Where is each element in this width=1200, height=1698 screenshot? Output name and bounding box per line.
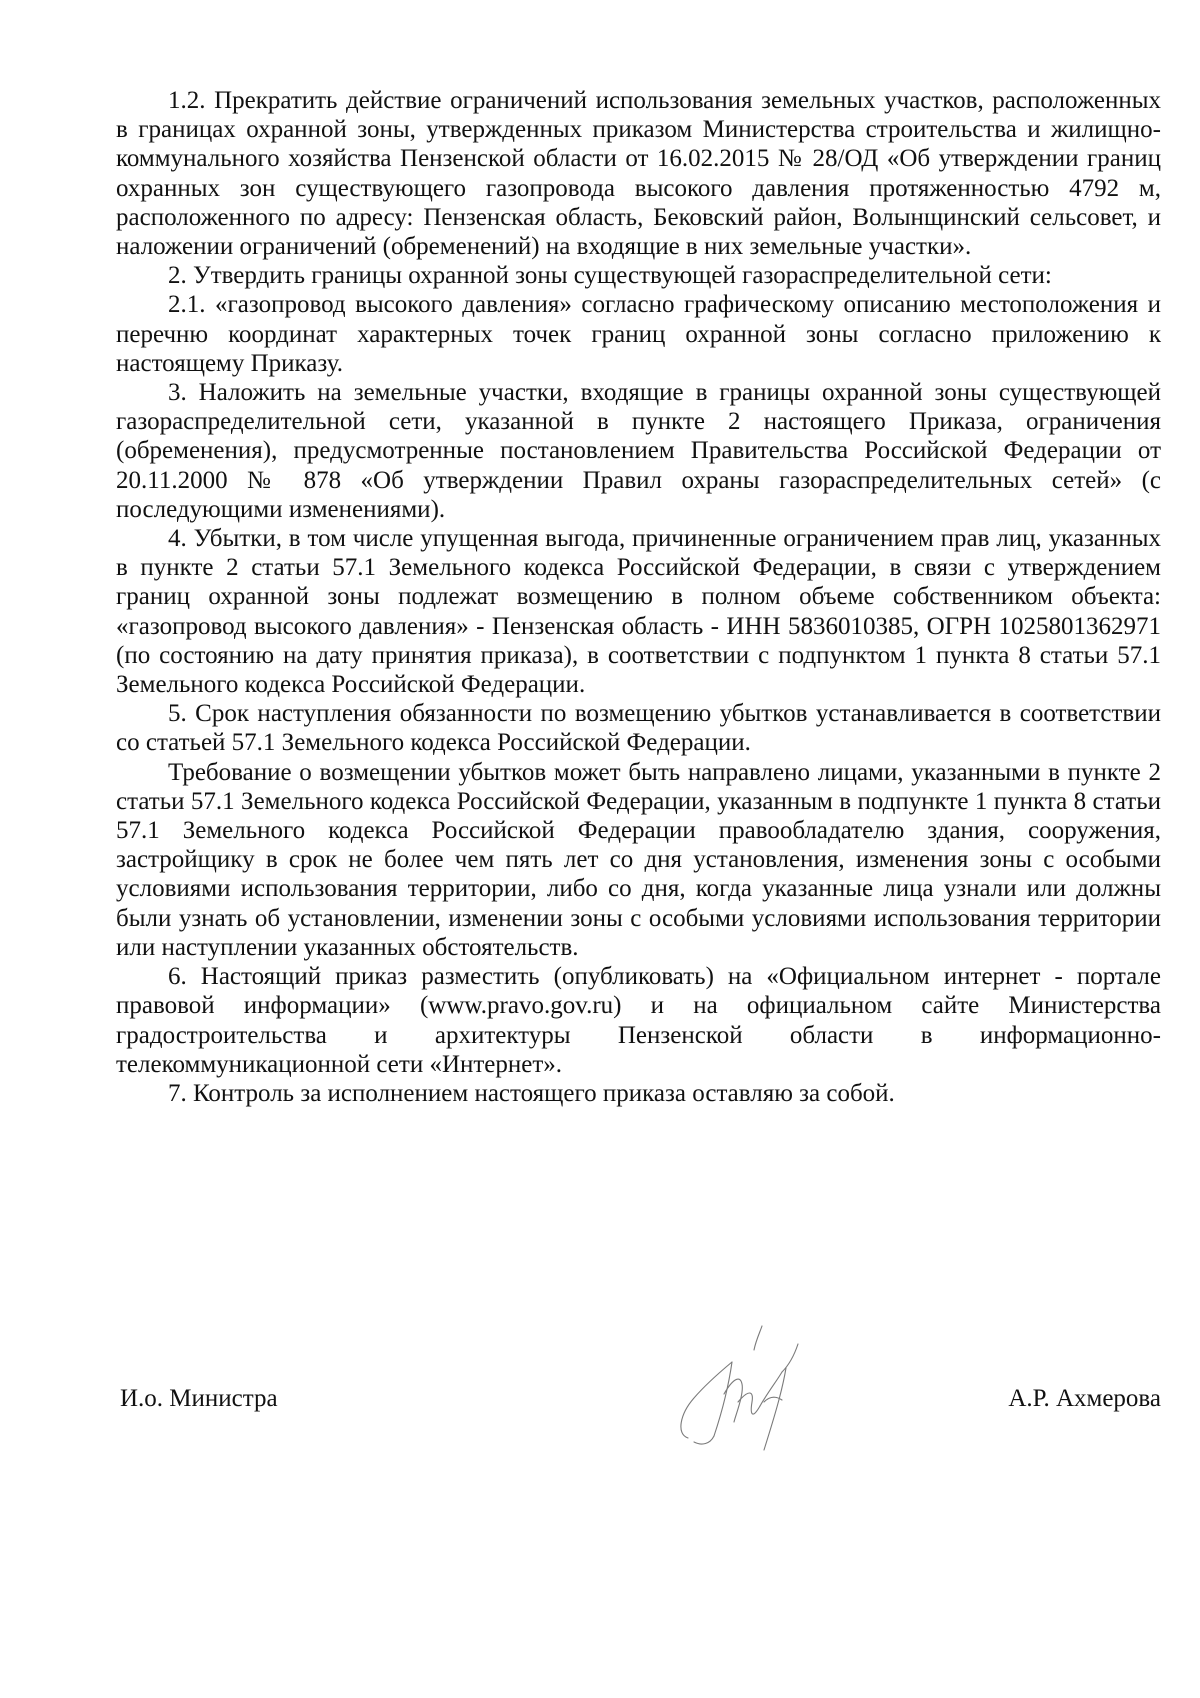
paragraph-2: 2. Утвердить границы охранной зоны существующей газораспределительной сети: (168, 262, 1052, 290)
paragraph-1-2: 1.2. Прекратить действие ограничений использования земельных участков, расположенных в границах охранной зоны, утвержденных приказом Министерства строительства и жилищно-коммунального хозяйства Пензенской области от 16.02.2015 № 28/ОД «Об утверждении границ охранных зон существующего газопровода высокого давления протяженностью 4792 м, расположенного по адресу: Пензенская область, Бековский район, Волынщинский сельсовет, и наложении ограничений (обременений) на входящие в них земельные участки». (116, 87, 1161, 261)
paragraph-5: 5. Срок наступления обязанности по возмещению убытков устанавливается в соответствии со статьей 57.1 Земельного кодекса Российской Федерации. (116, 700, 1161, 757)
signatory-role: И.о. Министра (120, 1385, 278, 1412)
paragraph-5-requirement: Требование о возмещении убытков может быть направлено лицами, указанными в пункте 2 статьи 57.1 Земельного кодекса Российской Федерации, указанным в подпункте 1 пункта 8 статьи 57.1 Земельного кодекса Российской Федерации правообладателю здания, сооружения, застройщику в срок не более чем пять лет со дня установления, изменения зоны с особыми условиями использования территории, либо со дня, когда указанные лица узнали или должны были узнать об установлении, изменении зоны с особыми условиями использования территории или наступлении указанных обстоятельств. (116, 758, 1161, 961)
document-body (116, 86, 1161, 1108)
signature-block (116, 1310, 1161, 1470)
signatory-name: А.Р. Ахмерова (1008, 1385, 1161, 1412)
handwritten-signature-icon (636, 1310, 836, 1460)
paragraph-2-1: 2.1. «газопровод высокого давления» согласно графическому описанию местоположения и перечню координат характерных точек границ охранной зоны согласно приложению к настоящему Приказу. (116, 291, 1161, 377)
paragraph-7: 7. Контроль за исполнением настоящего приказа оставляю за собой. (168, 1079, 895, 1107)
paragraph-3: 3. Наложить на земельные участки, входящие в границы охранной зоны существующей газораспределительной сети, указанной в пункте 2 настоящего Приказа, ограничения (обременения), предусмотренные постановлением Правительства Российской Федерации от 20.11.2000 № 878 «Об утверждении Правил охраны газораспределительных сетей» (с последующими изменениями). (116, 379, 1161, 523)
paragraph-4: 4. Убытки, в том числе упущенная выгода, причиненные ограничением прав лиц, указанных в пункте 2 статьи 57.1 Земельного кодекса Российской Федерации, в связи с утверждением границ охранной зоны подлежат возмещению в полном объеме собственником объекта: «газопровод высокого давления» - Пензенская область - ИНН 5836010385, ОГРН 1025801362971 (по состоянию на дату принятия приказа), в соответствии с подпунктом 1 пункта 8 статьи 57.1 Земельного кодекса Российской Федерации. (116, 525, 1161, 699)
paragraph-6: 6. Настоящий приказ разместить (опубликовать) на «Официальном интернет - портале правовой информации» (www.pravo.gov.ru) и на официальном сайте Министерства градостроительства и архитектуры Пензенской области в информационно-телекоммуникационной сети «Интернет». (116, 963, 1161, 1078)
